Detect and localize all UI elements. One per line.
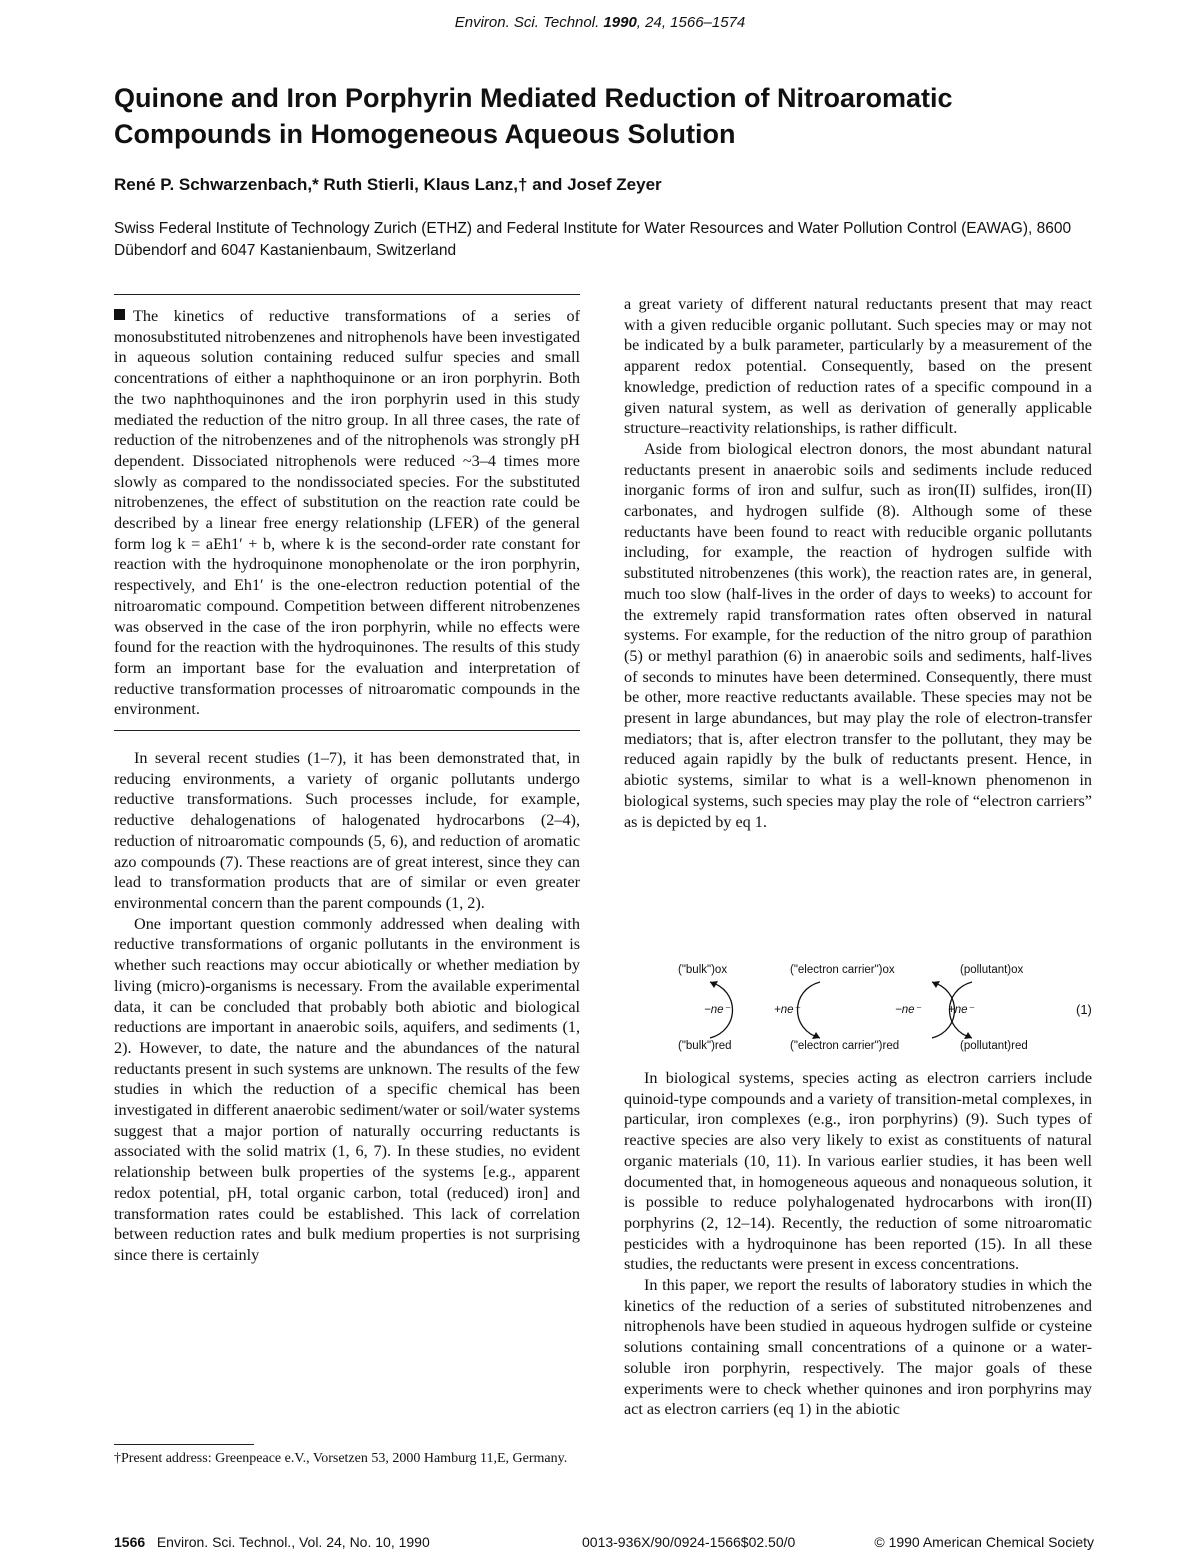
abstract-paragraph	[114, 306, 580, 720]
minus-ne-label: −ne⁻	[704, 1004, 730, 1016]
body-paragraph: One important question commonly addressed when dealing with reductive transformations of organic pollutants in the environment is whether such reactions may occur abiotically or whether mediation by living (micro)-organisms is necessary. From the available experimental data, it can be concluded that probably both abiotic and biological reductions are important in anaerobic soils, aquifers, and sediments (1, 2). However, to date, the nature and the abundances of the natural reductants present in such systems are unknown. The results of the few studies in which the reduction of a specific chemical has been investigated in different anaerobic sediment/water or soil/water systems suggest that a major portion of naturally occurring reductants is associated with the solid matrix (1, 6, 7). In these studies, no evident relationship between bulk properties of the systems [e.g., apparent redox potential, pH, total organic carbon, total (reduced) iron] and transformation rates could be established. This lack of correlation between reduction rates and bulk medium properties is not surprising since there is certainly	[114, 914, 580, 1264]
equation-1	[660, 960, 1100, 1060]
body-paragraph: a great variety of different natural reductants present that may react with a given reducible organic pollutant. Such species may or may not be indicated by a bulk parameter, particularly by a measurement of the apparent redox potential. Consequently, based on the present knowledge, prediction of reduction rates of a specific compound in a given natural system, as well as derivation of generally applicable structure–reactivity relationships, is rather difficult.	[624, 295, 1092, 438]
abstract-bottom-rule	[114, 730, 580, 731]
footer-code: 0013-936X/90/0924-1566$02.50/0	[582, 1534, 796, 1550]
body-paragraph: In biological systems, species acting as electron carriers include quinoid-type compounds and a variety of transition-metal complexes, in particular, iron complexes (e.g., iron porphyrins) (9). Such types of reactive species are also very likely to exist as constituents of natural organic materials (10, 11). In various earlier studies, it has been well documented that, in homogeneous aqueous and nonaqueous solution, it is possible to reduce polyhalogenated hydrocarbons with iron(II) porphyrins (2, 12–14). Recently, the reduction of some nitroaromatic pesticides with a hydroquinone has been reported (15). In all these studies, the reductants were present in excess concentrations.	[624, 1069, 1092, 1274]
footnote-rule	[114, 1444, 254, 1445]
journal-pages: 1566–1574	[670, 14, 746, 31]
journal-year: 1990	[603, 14, 637, 31]
right-column-top	[624, 294, 1092, 832]
journal-volume: 24	[645, 14, 662, 31]
body-paragraph: Aside from biological electron donors, the most abundant natural reductants present in anaerobic soils and sediments include reduced inorganic forms of iron and sulfur, such as iron(II) sulfides, iron(II) carbonates, and hydrogen sulfide (8). Although some of these reductants have been found to react with reducible organic pollutants including, for example, the reaction of hydrogen sulfide with substituted nitrobenzenes (this work), the reaction rates are, in general, much too slow (half-lives in the order of days to weeks) to account for the extremely rapid transformation rates often observed in natural systems. For example, for the reduction of the nitro group of parathion (5) or methyl parathion (6) in anaerobic soils and sediments, half-lives of seconds to minutes have been determined. Consequently, there must be other, more reactive reductants available. These species may not be present in large abundances, but may play the role of electron-transfer mediators; that is, after electron transfer to the pollutant, they may be reduced again rapidly by the bulk of reductants present. Hence, in abiotic systems, similar to what is a well-known phenomenon in biological systems, such species may play the role of “electron carriers” as is depicted by eq 1.	[624, 439, 1092, 831]
abstract-text: The kinetics of reductive transformations of a series of monosubstituted nitrobenzenes and nitrophenols have been investigated in aqueous solution containing reduced sulfur species and small concentrations of either a naphthoquinone or an iron porphyrin. Both the two naphthoquinones and the iron porphyrin used in this study mediated the reduction of the nitro group. In all three cases, the rate of reduction of the nitrobenzenes and of the nitrophenols was strongly pH dependent. Dissociated nitrophenols were reduced ~3–4 times more slowly as compared to the nondissociated species. For the substituted nitrobenzenes, the effect of substitution on the reaction rate could be described by a linear free energy relationship (LFER) of the general form log k = aEh1′ + b, where k is the second-order rate constant for reaction with the hydroquinone monophenolate or the iron porphyrin, respectively, and Eh1′ is the one-electron reduction potential of the nitroaromatic compound. Competition between different nitrobenzenes was observed in the case of the iron porphyrin, while no effects were found for the reaction with the hydroquinones. The results of this study form an important base for the evaluation and interpretation of reductive transformation processes of nitroaromatic compounds in the environment.	[114, 307, 580, 719]
body-paragraph: In this paper, we report the results of laboratory studies in which the kinetics of the reduction of a series of substituted nitrobenzenes and nitrophenols have been studied in aqueous hydrogen sulfide or cysteine solutions containing small concentrations of a quinone or a water-soluble iron porphyrin, respectively. The major goals of these experiments were to check whether quinones and iron porphyrins may act as electron carriers (eq 1) in the abiotic	[624, 1276, 1092, 1419]
minus-ne-label: −ne⁻	[895, 1004, 921, 1016]
page-number: 1566	[114, 1534, 146, 1550]
body-paragraph: In several recent studies (1–7), it has been demonstrated that, in reducing environments, a variety of organic pollutants undergo reductive transformations. Such processes include, for example, reductive dehalogenations of halogenated hydrocarbons (2–4), reduction of nitroaromatic compounds (5, 6), and reduction of aromatic azo compounds (7). These reactions are of great interest, since they can lead to transformation products that are of similar or even greater environmental concern than the parent compounds (1, 2).	[114, 749, 580, 912]
article-title: Quinone and Iron Porphyrin Mediated Reduction of Nitroaromatic Compounds in Homogeneous Aqueous Solution	[114, 83, 953, 149]
right-column-bottom	[624, 1068, 1092, 1420]
affiliation: Swiss Federal Institute of Technology Zurich (ETHZ) and Federal Institute for Water Resources and Water Pollution Control (EAWAG), 8600 Dübendorf and 6047 Kastanienbaum, Switzerland	[114, 220, 1072, 259]
carrier-ox-label: ("electron carrier")ox	[790, 964, 895, 976]
footer-copyright: © 1990 American Chemical Society	[874, 1534, 1094, 1550]
journal-header: Environ. Sci. Technol. 1990, 24, 1566–1574	[454, 14, 746, 31]
equation-number: (1)	[1076, 1002, 1092, 1017]
footer-left	[114, 1534, 430, 1550]
plus-ne-label: +ne⁻	[774, 1004, 800, 1016]
abstract-square-icon	[114, 309, 125, 320]
footer-citation: Environ. Sci. Technol., Vol. 24, No. 10, 1990	[156, 1534, 430, 1550]
plus-ne-label: +ne⁻	[948, 1004, 974, 1016]
journal-name: Environ. Sci. Technol.	[454, 14, 600, 31]
carrier-red-label: ("electron carrier")red	[790, 1040, 900, 1052]
footnote: †Present address: Greenpeace e.V., Vorsetzen 53, 2000 Hamburg 11,E, Germany.	[114, 1451, 568, 1466]
abstract-top-rule	[114, 294, 580, 295]
pollutant-red-label: (pollutant)red	[960, 1040, 1028, 1052]
bulk-ox-label: ("bulk")ox	[678, 964, 728, 976]
bulk-red-label: ("bulk")red	[678, 1040, 732, 1052]
pollutant-ox-label: (pollutant)ox	[960, 964, 1024, 976]
authors: René P. Schwarzenbach,* Ruth Stierli, Klaus Lanz,† and Josef Zeyer	[114, 175, 662, 194]
left-column	[114, 306, 580, 1266]
